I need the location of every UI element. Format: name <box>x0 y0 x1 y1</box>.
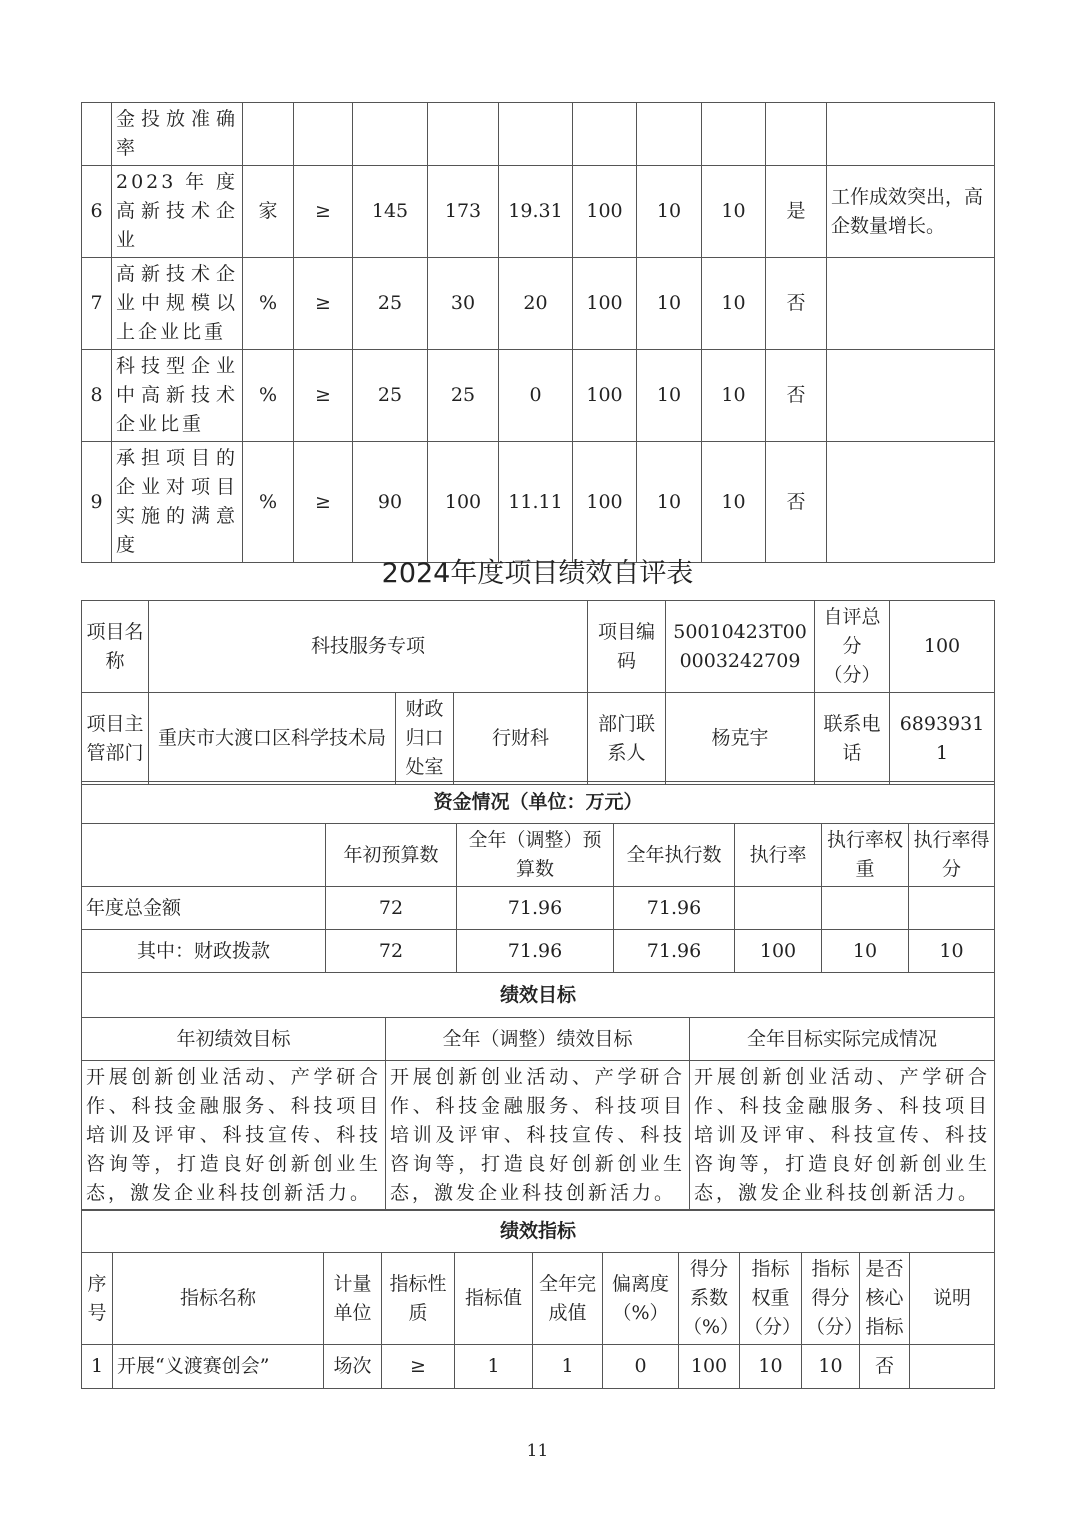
cell-weight <box>637 103 702 166</box>
indicators-table <box>81 1209 995 1389</box>
cell-core: 否 <box>766 258 827 350</box>
goals-table <box>81 972 995 1211</box>
cell-weight: 10 <box>637 258 702 350</box>
cell-no: 7 <box>82 258 112 350</box>
cell-unit: 场次 <box>324 1345 382 1389</box>
table-row <box>82 166 995 258</box>
indicator-header: 全年完成值 <box>533 1253 603 1345</box>
cell-weight: 10 <box>637 442 702 563</box>
cell-note <box>827 350 995 442</box>
funds-cell: 71.96 <box>614 930 735 973</box>
cell-deviation: 0 <box>603 1345 679 1389</box>
cell-score: 10 <box>702 350 766 442</box>
indicator-header: 指标权重（分） <box>740 1253 802 1345</box>
funds-cell: 71.96 <box>457 887 614 930</box>
funds-table <box>81 781 995 973</box>
goals-header: 年初绩效目标 <box>82 1018 386 1061</box>
table-row <box>82 1210 995 1253</box>
cell-nature <box>294 103 353 166</box>
cell-unit: 家 <box>243 166 294 258</box>
cell-target: 25 <box>353 258 428 350</box>
cell-deviation: 19.31 <box>499 166 573 258</box>
indicator-header: 说明 <box>910 1253 995 1345</box>
indicator-header: 计量单位 <box>324 1253 382 1345</box>
cell-coef: 100 <box>573 350 637 442</box>
indicator-table-continued <box>81 102 995 563</box>
goals-section-title: 绩效目标 <box>82 973 995 1018</box>
indicator-header: 序号 <box>82 1253 113 1345</box>
cell-deviation: 11.11 <box>499 442 573 563</box>
funds-cell <box>822 887 909 930</box>
cell-deviation: 20 <box>499 258 573 350</box>
cell-note <box>827 258 995 350</box>
cell-note <box>827 103 995 166</box>
table-row <box>82 350 995 442</box>
funds-section-title: 资金情况（单位：万元） <box>82 782 995 824</box>
table-row <box>82 442 995 563</box>
indicator-header: 偏离度（%） <box>603 1253 679 1345</box>
self-score-value: 100 <box>890 601 995 693</box>
office-value: 行财科 <box>454 693 588 785</box>
table-row <box>82 930 995 973</box>
indicator-header: 得分系数（%） <box>679 1253 740 1345</box>
funds-header: 年初预算数 <box>326 824 457 887</box>
cell-weight: 10 <box>637 166 702 258</box>
funds-header: 全年（调整）预算数 <box>457 824 614 887</box>
cell-score: 10 <box>802 1345 860 1389</box>
project-code-label: 项目编码 <box>588 601 666 693</box>
funds-header: 执行率得分 <box>909 824 995 887</box>
cell-actual: 100 <box>428 442 499 563</box>
cell-deviation <box>499 103 573 166</box>
cell-actual: 1 <box>533 1345 603 1389</box>
cell-note <box>910 1345 995 1389</box>
cell-target: 90 <box>353 442 428 563</box>
cell-name: 2023年度高新技术企业 <box>112 166 243 258</box>
funds-header: 执行率权重 <box>822 824 909 887</box>
cell-target <box>353 103 428 166</box>
project-info-table <box>81 600 995 785</box>
cell-no <box>82 103 112 166</box>
cell-no: 1 <box>82 1345 113 1389</box>
funds-cell: 72 <box>326 930 457 973</box>
table-row <box>82 887 995 930</box>
goal-adjusted-text: 开展创新创业活动、产学研合作、科技金融服务、科技项目培训及评审、科技宣传、科技咨询等，打造良好创新创业生态，激发企业科技创新活力。 <box>386 1061 690 1211</box>
funds-cell: 71.96 <box>457 930 614 973</box>
goal-actual-text: 开展创新创业活动、产学研合作、科技金融服务、科技项目培训及评审、科技宣传、科技咨询等，打造良好创新创业生态，激发企业科技创新活力。 <box>690 1061 995 1211</box>
goal-initial-text: 开展创新创业活动、产学研合作、科技金融服务、科技项目培训及评审、科技宣传、科技咨询等，打造良好创新创业生态，激发企业科技创新活力。 <box>82 1061 386 1211</box>
cell-nature: ≥ <box>294 442 353 563</box>
table-row <box>82 258 995 350</box>
funds-cell: 10 <box>822 930 909 973</box>
cell-coef: 100 <box>679 1345 740 1389</box>
table-row <box>82 1061 995 1211</box>
cell-target: 25 <box>353 350 428 442</box>
contact-label: 部门联系人 <box>588 693 666 785</box>
funds-row-label: 其中：财政拨款 <box>82 930 326 973</box>
phone-value: 68939311 <box>890 693 995 785</box>
table-row <box>82 103 995 166</box>
project-name-label: 项目名称 <box>82 601 149 693</box>
funds-header: 全年执行数 <box>614 824 735 887</box>
goals-header: 全年（调整）绩效目标 <box>386 1018 690 1061</box>
funds-cell <box>909 887 995 930</box>
cell-unit <box>243 103 294 166</box>
cell-weight: 10 <box>740 1345 802 1389</box>
cell-target: 1 <box>455 1345 533 1389</box>
phone-label: 联系电话 <box>815 693 890 785</box>
funds-cell: 100 <box>735 930 822 973</box>
cell-name: 科技型企业中高新技术企业比重 <box>112 350 243 442</box>
funds-row-label: 年度总金额 <box>82 887 326 930</box>
cell-no: 8 <box>82 350 112 442</box>
table-row <box>82 693 995 785</box>
table-row <box>82 824 995 887</box>
cell-unit: % <box>243 442 294 563</box>
cell-coef: 100 <box>573 442 637 563</box>
funds-cell: 71.96 <box>614 887 735 930</box>
indicator-header: 是否核心指标 <box>860 1253 910 1345</box>
table-row <box>82 1253 995 1345</box>
cell-name: 高新技术企业中规模以上企业比重 <box>112 258 243 350</box>
cell-core <box>766 103 827 166</box>
cell-coef <box>573 103 637 166</box>
funds-cell <box>735 887 822 930</box>
dept-value: 重庆市大渡口区科学技术局 <box>149 693 396 785</box>
cell-score <box>702 103 766 166</box>
cell-actual: 30 <box>428 258 499 350</box>
cell-score: 10 <box>702 442 766 563</box>
funds-cell: 72 <box>326 887 457 930</box>
cell-core: 是 <box>766 166 827 258</box>
cell-actual <box>428 103 499 166</box>
cell-deviation: 0 <box>499 350 573 442</box>
self-score-label: 自评总分（分） <box>815 601 890 693</box>
table-row <box>82 782 995 824</box>
table-row <box>82 1345 995 1389</box>
funds-header: 执行率 <box>735 824 822 887</box>
cell-nature: ≥ <box>382 1345 455 1389</box>
cell-actual: 25 <box>428 350 499 442</box>
office-label: 财政归口处室 <box>396 693 454 785</box>
cell-target: 145 <box>353 166 428 258</box>
page-title: 2024年度项目绩效自评表 <box>381 558 694 589</box>
contact-value: 杨克宇 <box>666 693 815 785</box>
cell-core: 否 <box>766 350 827 442</box>
cell-coef: 100 <box>573 166 637 258</box>
cell-core: 否 <box>766 442 827 563</box>
cell-name: 金投放准确率 <box>112 103 243 166</box>
cell-weight: 10 <box>637 350 702 442</box>
table-row <box>82 973 995 1018</box>
funds-corner <box>82 824 326 887</box>
cell-score: 10 <box>702 258 766 350</box>
table-row <box>82 601 995 693</box>
goals-header: 全年目标实际完成情况 <box>690 1018 995 1061</box>
indicator-header: 指标名称 <box>113 1253 324 1345</box>
cell-note: 工作成效突出，高企数量增长。 <box>827 166 995 258</box>
cell-nature: ≥ <box>294 258 353 350</box>
cell-unit: % <box>243 258 294 350</box>
cell-coef: 100 <box>573 258 637 350</box>
cell-no: 9 <box>82 442 112 563</box>
project-code-value: 50010423T000003242709 <box>666 601 815 693</box>
cell-note <box>827 442 995 563</box>
indicator-header: 指标得分（分） <box>802 1253 860 1345</box>
cell-unit: % <box>243 350 294 442</box>
indicator-header: 指标性质 <box>382 1253 455 1345</box>
page-number: 11 <box>526 1441 549 1461</box>
dept-label: 项目主管部门 <box>82 693 149 785</box>
cell-actual: 173 <box>428 166 499 258</box>
cell-nature: ≥ <box>294 350 353 442</box>
cell-nature: ≥ <box>294 166 353 258</box>
funds-cell: 10 <box>909 930 995 973</box>
table-row <box>82 1018 995 1061</box>
cell-no: 6 <box>82 166 112 258</box>
cell-score: 10 <box>702 166 766 258</box>
cell-name: 承担项目的企业对项目实施的满意度 <box>112 442 243 563</box>
indicator-header: 指标值 <box>455 1253 533 1345</box>
cell-core: 否 <box>860 1345 910 1389</box>
cell-name: 开展“义渡赛创会” <box>113 1345 324 1389</box>
indicators-section-title: 绩效指标 <box>82 1210 995 1253</box>
project-name-value: 科技服务专项 <box>149 601 588 693</box>
